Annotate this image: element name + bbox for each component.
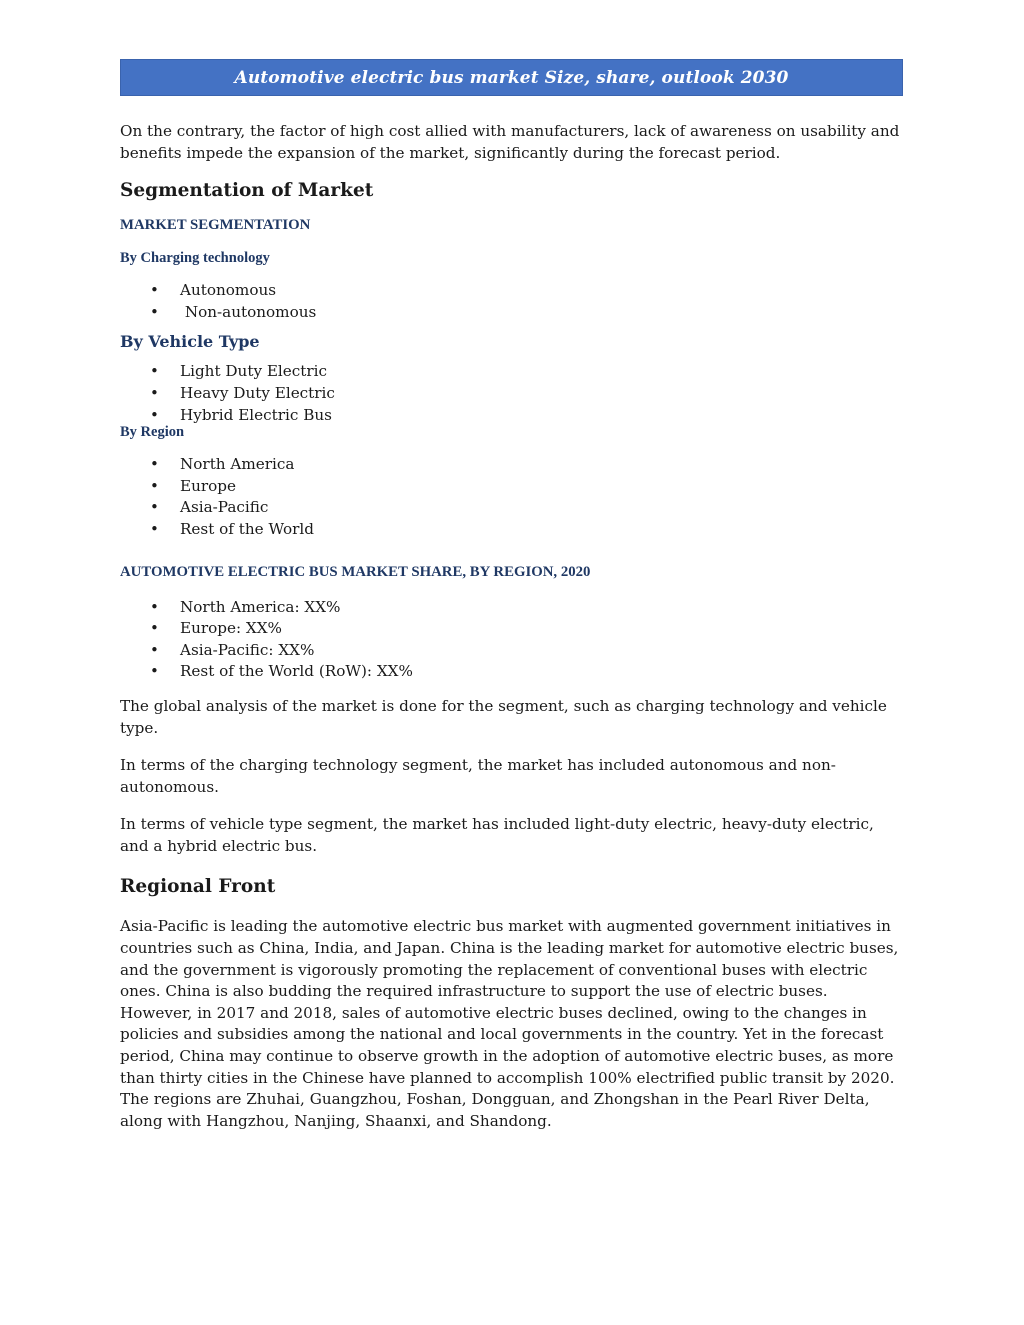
list-item: • Asia-Pacific: XX% <box>120 640 903 662</box>
regional-paragraph: Asia-Pacific is leading the automotive electric bus market with augmented government initiatives in countries such as China, India, and Japan. China is the leading market for automotive electric buses, and the government is vigorously promoting the replacement of conventional buses with electric ones. China is also budding the required infrastructure to support the use of electric buses. However, in 2017 and 2018, sales of automotive electric buses declined, owing to the changes in policies and subsidies among the national and local governments in the country. Yet in the forecast period, China may continue to observe growth in the adoption of automotive electric buses, as more than thirty cities in the Chinese have planned to accomplish 100% electrified public transit by 2020. The regions are Zhuhai, Guangzhou, Foshan, Dongguan, and Zhongshan in the Pearl River Delta, along with Hangzhou, Nanjing, Shaanxi, and Shandong. <box>120 917 899 1130</box>
market-share-list <box>120 597 903 683</box>
regional-heading: Regional Front <box>120 876 276 898</box>
list-item: • North America <box>120 454 903 476</box>
list-item: • Light Duty Electric <box>120 361 903 383</box>
title-banner <box>120 59 903 96</box>
charging-technology-list <box>120 280 903 323</box>
vehicle-type-list <box>120 361 903 426</box>
document-page <box>120 59 903 1132</box>
vehicle-type-label: By Vehicle Type <box>120 332 260 352</box>
analysis-paragraph: In terms of the charging technology segment, the market has included autonomous and non-autonomous. <box>120 756 836 796</box>
list-item: • Heavy Duty Electric <box>120 383 903 405</box>
list-item: • Autonomous <box>120 280 903 302</box>
charging-technology-label: By Charging technology <box>120 250 270 267</box>
market-share-heading: AUTOMOTIVE ELECTRIC BUS MARKET SHARE, BY REGION, 2020 <box>120 563 591 580</box>
list-item: • North America: XX% <box>120 597 903 619</box>
intro-paragraph: On the contrary, the factor of high cost allied with manufacturers, lack of awareness on usability and benefits impede the expansion of the market, significantly during the forecast period. <box>120 122 900 162</box>
list-item: • Asia-Pacific <box>120 497 903 519</box>
market-segmentation-subheading: MARKET SEGMENTATION <box>120 217 311 234</box>
region-list <box>120 454 903 540</box>
analysis-paragraph: The global analysis of the market is done for the segment, such as charging technology and vehicle type. <box>120 696 887 737</box>
segmentation-heading: Segmentation of Market <box>120 180 374 202</box>
list-item: • Europe <box>120 476 903 498</box>
list-item: • Hybrid Electric Bus <box>120 405 903 427</box>
list-item: • Rest of the World (RoW): XX% <box>120 661 903 683</box>
analysis-paragraph: In terms of vehicle type segment, the market has included light-duty electric, heavy-duty electric, and a hybrid electric bus. <box>120 815 874 855</box>
list-item: • Europe: XX% <box>120 618 903 640</box>
list-item: • Rest of the World <box>120 519 903 541</box>
list-item: • Non-autonomous <box>120 302 903 324</box>
region-label: By Region <box>120 424 185 441</box>
document-title: Automotive electric bus market Size, share, outlook 2030 <box>234 67 789 88</box>
